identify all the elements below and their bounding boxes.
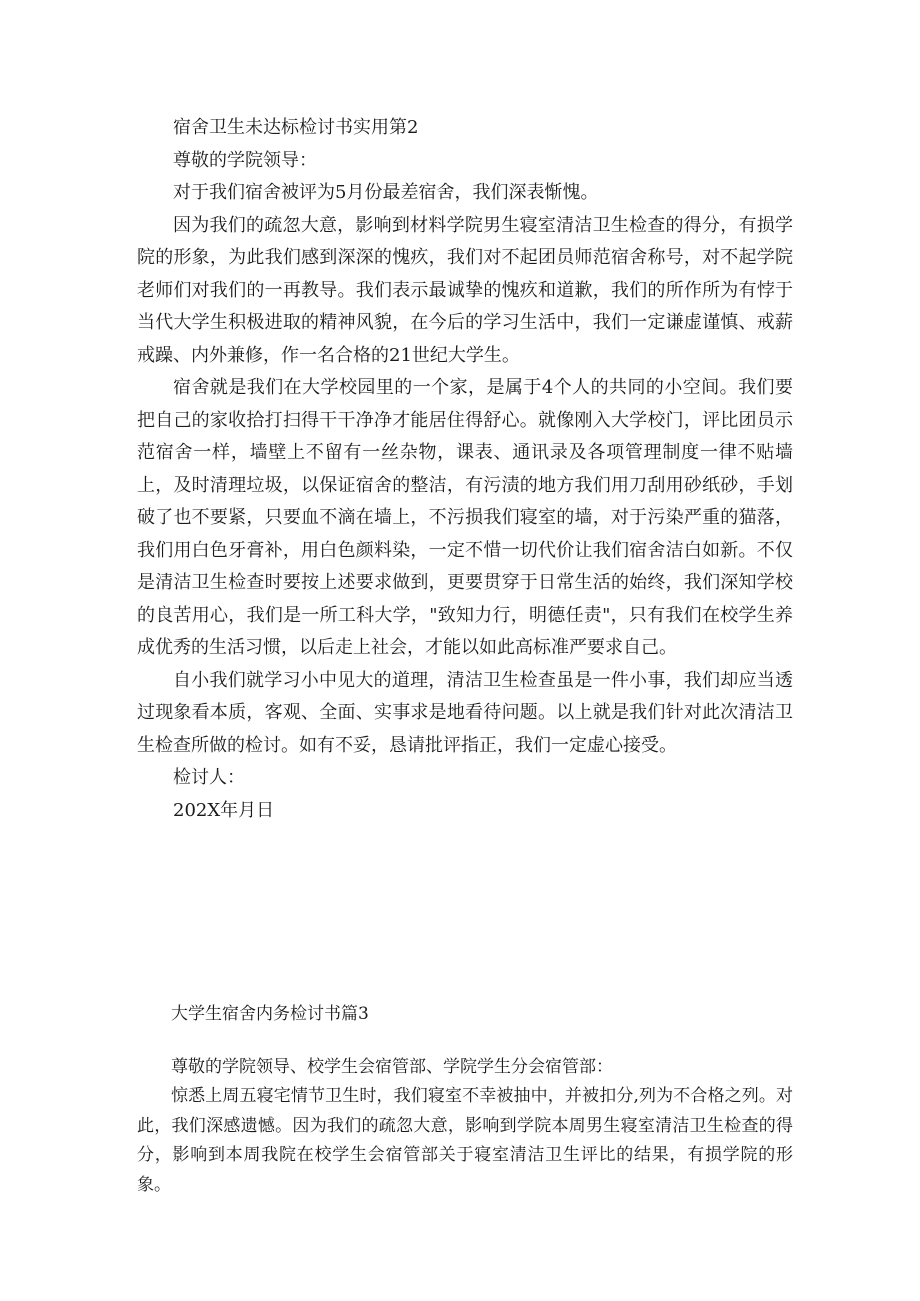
section-1-salutation: 尊敬的学院领导：	[173, 149, 317, 171]
section-1	[137, 112, 793, 827]
section-2-salutation: 尊敬的学院领导、校学生会宿管部、学院学生分会宿管部：	[171, 1056, 613, 1077]
title-spacer	[137, 1030, 793, 1053]
section-1-paragraph: 自小我们就学习小中见大的道理，清洁卫生检查虽是一件小事，我们却应当透过现象看本质，客观、全面、实事求是地看待问题。以上就是我们针对此次清洁卫生检查所做的检讨。如有不妥，恳请批评指正，我们一定虚心接受。	[137, 669, 793, 756]
section-2	[137, 1000, 793, 1200]
section-1-paragraph: 宿舍就是我们在大学校园里的一个家，是属于4个人的共同的小空间。我们要把自己的家收拾打扫得干干净净才能居住得舒心。就像刚入大学校门，评比团员示范宿舍一样，墙壁上不留有一丝杂物，课表、通讯录及各项管理制度一律不贴墙上，及时清理垃圾，以保证宿舍的整洁，有污渍的地方我们用刀刮用砂纸砂，手划破了也不要紧，只要血不滴在墙上，不污损我们寝室的墙，对于污染严重的猫落，我们用白色牙膏补，用白色颜料染，一定不惜一切代价让我们宿舍洁白如新。不仅是清洁卫生检查时要按上述要求做到，更要贯穿于日常生活的始终，我们深知学校的良苦用心，我们是一所工科大学，"致知力行，明德任责"，只有我们在校学生养成优秀的生活习惯，以后走上社会，才能以如此高标准严要求自己。	[137, 377, 793, 658]
section-1-signer: 检讨人：	[173, 767, 245, 788]
section-2-title: 大学生宿舍内务检讨书篇3	[171, 1004, 369, 1024]
section-1-paragraph: 因为我们的疏忽大意，影响到材料学院男生寝室清洁卫生检查的得分，有损学院的形象，为此我们感到深深的愧疚，我们对不起团员师范宿舍称号，对不起学院老师们对我们的一再教导。我们表示最诚挚的愧疚和道歉，我们的所作所为有悖于当代大学生积极进取的精神风貌，在今后的学习生活中，我们一定谦虚谨慎、戒薪戒躁、内外兼修，作一名合格的21世纪大学生。	[137, 214, 793, 366]
section-1-title: 宿舍卫生未达标检讨书实用第2	[173, 117, 419, 138]
section-2-paragraph: 惊悉上周五寝宅情节卫生时，我们寝室不幸被抽中，并被扣分,列为不合格之列。对此，我们深感遗憾。因为我们的疏忽大意，影响到学院本周男生寝室清洁卫生检查的得分，影响到本周我院在校学生会宿管部关于寝室清洁卫生评比的结果，有损学院的形象。	[137, 1086, 793, 1195]
section-1-date: 202X年月日	[173, 799, 275, 821]
section-1-paragraph: 对于我们宿舍被评为5月份最差宿舍，我们深表惭愧。	[173, 182, 599, 203]
